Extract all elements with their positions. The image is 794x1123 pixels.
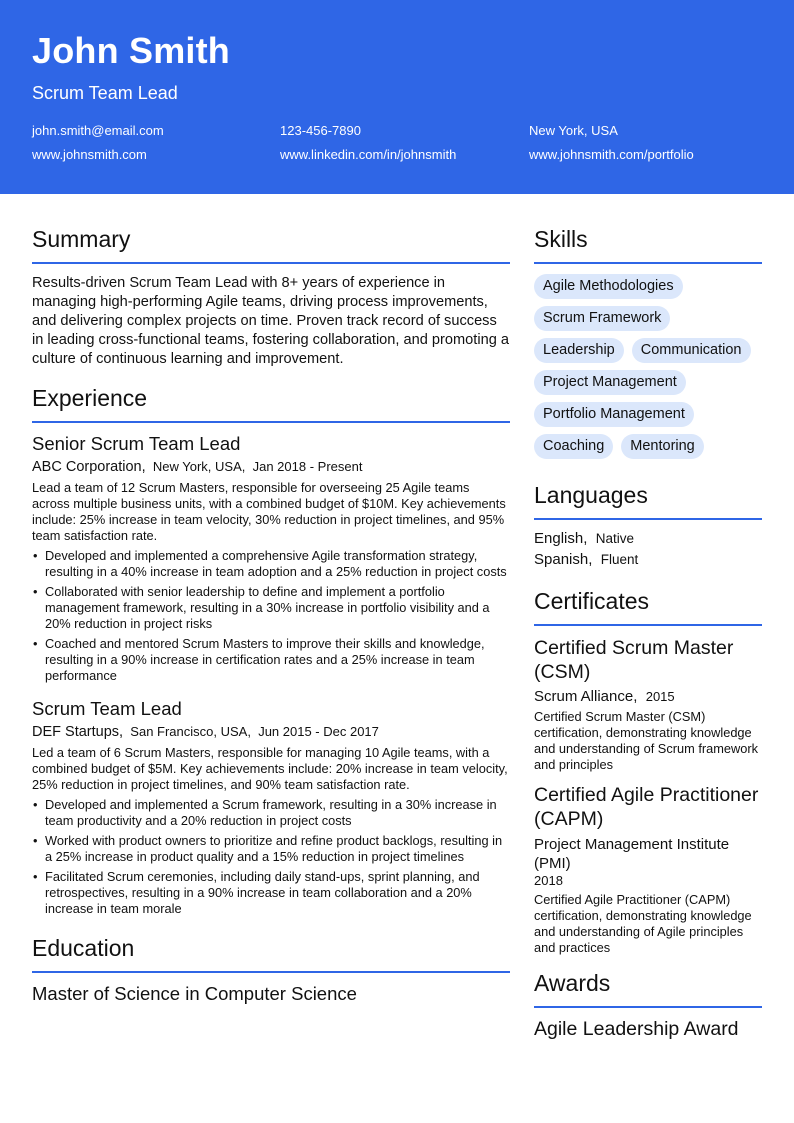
job-description: Lead a team of 12 Scrum Masters, responsible for overseeing 25 Agile teams across multiple business units, with a combined budget of $10M. Key achievements include: 25% increase in team velocity, 30% reduction in project timelines, and 95% team satisfaction rate.: [32, 480, 506, 543]
language-item: [534, 551, 762, 568]
job-bullets: [32, 797, 510, 917]
job-meta: [32, 724, 510, 740]
job-dates: Jan 2018 - Present: [252, 459, 363, 474]
summary-heading: Summary: [32, 226, 510, 264]
email-link[interactable]: john.smith@email.com: [32, 123, 164, 138]
summary-text: Results-driven Scrum Team Lead with 8+ years of experience in managing high-performing Agile teams, driving process improvements, and delivering complex projects on time. Proven track record of success in leading cross-functional teams, fostering collaboration, and promoting a culture of continuous learning and improvement.: [32, 275, 509, 367]
certificate-issuer: Scrum Alliance,: [534, 688, 638, 705]
bullet-item: • Coached and mentored Scrum Masters to improve their skills and knowledge, resulting in a 90% increase in certification rates and a 25% increase in team performance: [32, 636, 510, 684]
job-company: DEF Startups,: [32, 724, 124, 740]
certificate-year: 2018: [534, 873, 563, 888]
skill-chip: Project Management: [534, 370, 686, 395]
job-entry: [32, 698, 510, 917]
job-title: Senior Scrum Team Lead: [32, 433, 241, 454]
certificate-year: 2015: [645, 689, 675, 704]
skill-chip: Leadership: [534, 338, 624, 363]
main-column: [32, 226, 510, 1005]
job-meta: [32, 459, 510, 475]
skill-chip: Agile Methodologies: [534, 274, 683, 299]
job-entry: [32, 433, 510, 684]
certificate-description: Certified Agile Practitioner (CAPM) certification, demonstrating knowledge and understanding of Agile principles and practices: [534, 892, 752, 955]
phone-number: 123-456-7890: [280, 123, 361, 138]
education-heading: Education: [32, 935, 510, 973]
language-item: [534, 530, 762, 547]
language-name: English,: [534, 530, 588, 547]
job-bullets: [32, 548, 510, 684]
job-location: San Francisco, USA,: [130, 724, 251, 739]
certificate-entry: [534, 636, 762, 773]
portfolio-link[interactable]: www.johnsmith.com/portfolio: [529, 147, 694, 162]
location: New York, USA: [529, 123, 618, 138]
award-name: Agile Leadership Award: [534, 1018, 739, 1040]
candidate-name: John Smith: [32, 30, 230, 71]
job-description: Led a team of 6 Scrum Masters, responsible for managing 10 Agile teams, with a combined budget of $5M. Key achievements include: 20% increase in team velocity, 25% reduction in project timelines, and 90% team satisfaction rate.: [32, 745, 508, 792]
certificates-heading: Certificates: [534, 588, 762, 626]
certificate-name: Certified Scrum Master (CSM): [534, 637, 734, 683]
certificate-entry: [534, 783, 762, 956]
skills-list: [534, 274, 762, 466]
job-dates: Jun 2015 - Dec 2017: [258, 724, 379, 739]
job-company: ABC Corporation,: [32, 459, 146, 475]
skill-chip: Coaching: [534, 434, 613, 459]
education-degree: Master of Science in Computer Science: [32, 983, 357, 1004]
bullet-item: • Facilitated Scrum ceremonies, including daily stand-ups, sprint planning, and retrospectives, resulting in a 90% increase in team collaboration and a 20% increase in team morale: [32, 869, 510, 917]
resume-header: [0, 0, 794, 194]
job-location: New York, USA,: [152, 459, 246, 474]
experience-heading: Experience: [32, 385, 510, 423]
language-level: Fluent: [600, 552, 639, 567]
skill-chip: Portfolio Management: [534, 402, 694, 427]
certificate-issuer: Project Management Institute (PMI): [534, 836, 730, 872]
languages-heading: Languages: [534, 482, 762, 520]
certificate-issuer-line: [534, 688, 762, 705]
bullet-item: • Collaborated with senior leadership to define and implement a portfolio management framework, resulting in a 30% increase in portfolio visibility and a 20% reduction in project risks: [32, 584, 510, 632]
awards-heading: Awards: [534, 970, 762, 1008]
side-column: [534, 226, 762, 1041]
candidate-title: Scrum Team Lead: [32, 83, 178, 103]
language-name: Spanish,: [534, 551, 593, 568]
bullet-item: • Worked with product owners to prioritize and refine product backlogs, resulting in a 25% increase in product quality and a 15% reduction in project timelines: [32, 833, 510, 865]
skill-chip: Communication: [632, 338, 751, 363]
bullet-item: • Developed and implemented a Scrum framework, resulting in a 30% increase in team productivity and a 20% reduction in project costs: [32, 797, 510, 829]
certificate-name: Certified Agile Practitioner (CAPM): [534, 784, 759, 830]
website-link[interactable]: www.johnsmith.com: [32, 147, 147, 162]
linkedin-link[interactable]: www.linkedin.com/in/johnsmith: [280, 147, 457, 162]
bullet-item: • Developed and implemented a comprehensive Agile transformation strategy, resulting in a 40% increase in team adoption and a 25% reduction in project costs: [32, 548, 510, 580]
job-title: Scrum Team Lead: [32, 698, 182, 719]
language-level: Native: [595, 531, 634, 546]
skill-chip: Mentoring: [621, 434, 703, 459]
certificate-description: Certified Scrum Master (CSM) certification, demonstrating knowledge and understanding of Scrum framework and principles: [534, 709, 759, 772]
skills-heading: Skills: [534, 226, 762, 264]
skill-chip: Scrum Framework: [534, 306, 670, 331]
